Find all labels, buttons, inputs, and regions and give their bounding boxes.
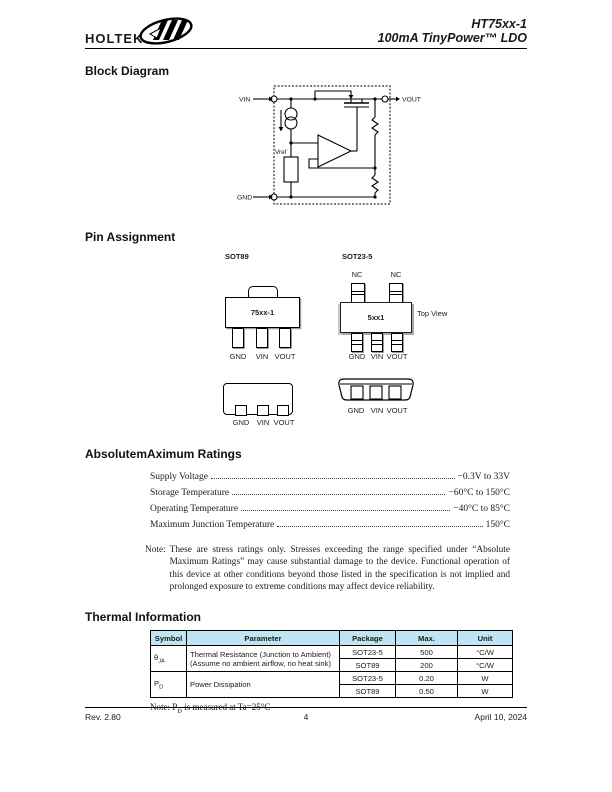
sot23-part-label: 5xx1 bbox=[367, 313, 385, 322]
col-unit: Unit bbox=[458, 631, 513, 646]
note-label: Note: bbox=[145, 545, 166, 555]
sot23-bottom-view bbox=[336, 377, 416, 405]
block-diagram-heading: Block Diagram bbox=[85, 64, 170, 78]
document-title bbox=[378, 14, 527, 46]
rating-label: Storage Temperature bbox=[150, 488, 230, 498]
rating-label: Supply Voltage bbox=[150, 472, 208, 482]
sot23-top-pin-2 bbox=[389, 283, 403, 303]
sot89-pin-1 bbox=[232, 328, 244, 348]
table-header-row bbox=[151, 631, 513, 646]
cell-max: 200 bbox=[396, 659, 458, 672]
sot23-bottom-label-gnd: GND bbox=[347, 406, 365, 415]
cell-package: SOT23-5 bbox=[340, 646, 396, 659]
holtek-logo bbox=[85, 14, 195, 48]
rating-row bbox=[150, 482, 510, 498]
dotted-leader bbox=[211, 478, 455, 479]
part-number: HT75xx-1 bbox=[471, 17, 527, 31]
symbol-pd: $P_D$ bbox=[151, 672, 187, 698]
sot89-pin-2 bbox=[256, 328, 268, 348]
gnd-label: GND bbox=[237, 194, 253, 202]
vout-label: VOUT bbox=[402, 96, 421, 104]
cell-max: 0.20 bbox=[396, 672, 458, 685]
col-parameter: Parameter bbox=[187, 631, 340, 646]
sot89-body bbox=[225, 297, 300, 328]
rating-label: Operating Temperature bbox=[150, 504, 239, 514]
header-rule bbox=[85, 48, 527, 49]
cell-package: SOT23-5 bbox=[340, 672, 396, 685]
table-row bbox=[151, 646, 513, 659]
sot23-name: SOT23-5 bbox=[342, 252, 373, 261]
pin-assignment-heading: Pin Assignment bbox=[85, 230, 176, 244]
cell-unit: W bbox=[458, 685, 513, 698]
cell-package: SOT89 bbox=[340, 685, 396, 698]
param-power-dissipation: Power Dissipation bbox=[187, 672, 340, 698]
vref-label: Vref bbox=[275, 149, 287, 156]
rating-value: −0.3V to 33V bbox=[457, 472, 510, 482]
rating-value: 150°C bbox=[485, 520, 510, 530]
sot89-pin-label-vin: VIN bbox=[255, 352, 269, 361]
sot23-pin-label-vout: VOUT bbox=[386, 352, 408, 361]
cell-unit: °C/W bbox=[458, 659, 513, 672]
block-diagram bbox=[230, 80, 527, 215]
sot23-bottom-label-vin: VIN bbox=[370, 406, 384, 415]
rating-row bbox=[150, 466, 510, 482]
sot89-pin-3 bbox=[279, 328, 291, 348]
sot89-bottom-pad-3 bbox=[277, 405, 289, 416]
cell-max: 500 bbox=[396, 646, 458, 659]
sot23-pin-label-gnd: GND bbox=[348, 352, 366, 361]
sot89-bottom-label-vin: VIN bbox=[256, 418, 270, 427]
table-row bbox=[151, 672, 513, 685]
pin-assignment-diagrams bbox=[85, 250, 527, 437]
sot23-bottom-pin-1 bbox=[351, 333, 363, 352]
sot89-bottom-label-gnd: GND bbox=[232, 418, 250, 427]
sot89-pin-label-gnd: GND bbox=[229, 352, 247, 361]
sot23-bottom-pin-3 bbox=[391, 333, 403, 352]
cell-unit: °C/W bbox=[458, 646, 513, 659]
col-package: Package bbox=[340, 631, 396, 646]
sot89-name: SOT89 bbox=[225, 252, 249, 261]
sot23-topview-label: Top View bbox=[417, 309, 448, 318]
part-description: 100mA TinyPower™ LDO bbox=[377, 31, 527, 46]
sot89-bottom-pad-2 bbox=[257, 405, 269, 416]
cell-package: SOT89 bbox=[340, 659, 396, 672]
thermal-note: Note: $P_D$ is measured at Ta=25°C bbox=[150, 702, 271, 715]
symbol-theta-ja: $\theta_{JA}$ bbox=[151, 646, 187, 672]
sot23-body bbox=[340, 302, 412, 333]
cell-unit: W bbox=[458, 672, 513, 685]
sot89-bottom-pad-1 bbox=[235, 405, 247, 416]
sot23-pin-label-vin: VIN bbox=[370, 352, 384, 361]
sot23-bottom-pin-2 bbox=[371, 333, 383, 352]
vin-label: VIN bbox=[239, 96, 251, 104]
ratings-list bbox=[150, 466, 510, 530]
sot89-bottom-label-vout: VOUT bbox=[273, 418, 295, 427]
param-thermal-resistance: Thermal Resistance (Junction to Ambient) (Assume no ambient airflow, no heat sink) bbox=[187, 646, 340, 672]
dotted-leader bbox=[277, 526, 482, 527]
rating-label: Maximum Junction Temperature bbox=[150, 520, 275, 530]
holtek-logo-icon bbox=[137, 14, 195, 48]
page-footer bbox=[85, 707, 527, 722]
col-max: Max. bbox=[396, 631, 458, 646]
ratings-note bbox=[145, 544, 510, 593]
block-diagram-schematic bbox=[230, 80, 425, 210]
date: April 10, 2024 bbox=[474, 712, 527, 722]
col-symbol: Symbol bbox=[151, 631, 187, 646]
sot89-pin-label-vout: VOUT bbox=[274, 352, 296, 361]
thermal-heading: Thermal Information bbox=[85, 610, 202, 625]
dotted-leader bbox=[232, 494, 445, 495]
brand-name: HOLTEK bbox=[85, 31, 144, 46]
revision: Rev. 2.80 bbox=[85, 712, 121, 722]
rating-value: −40°C to 85°C bbox=[453, 504, 510, 514]
sot89-part-label: 75xx-1 bbox=[250, 308, 275, 317]
sot23-nc-label-2: NC bbox=[390, 270, 402, 279]
thermal-table bbox=[150, 630, 513, 698]
rating-value: −60°C to 150°C bbox=[448, 488, 510, 498]
sot23-nc-label-1: NC bbox=[351, 270, 363, 279]
page-header bbox=[85, 14, 527, 48]
sot23-bottom-label-vout: VOUT bbox=[386, 406, 408, 415]
cell-max: 0.50 bbox=[396, 685, 458, 698]
rating-row bbox=[150, 498, 510, 514]
page-number: 4 bbox=[303, 712, 309, 722]
dotted-leader bbox=[241, 510, 450, 511]
sot23-top-pin-1 bbox=[351, 283, 365, 303]
rating-row bbox=[150, 514, 510, 530]
ratings-heading: AbsolutemAximum Ratings bbox=[85, 447, 242, 461]
note-text: These are stress ratings only. Stresses exceeding the range specified under “Absolute Maximum Ratings” may cause substantial damage to the device. Functional operation of this device at other conditions beyond those listed in the specification is not implied and prolonged exposure to extreme conditions may affect device reliability. bbox=[169, 545, 510, 592]
